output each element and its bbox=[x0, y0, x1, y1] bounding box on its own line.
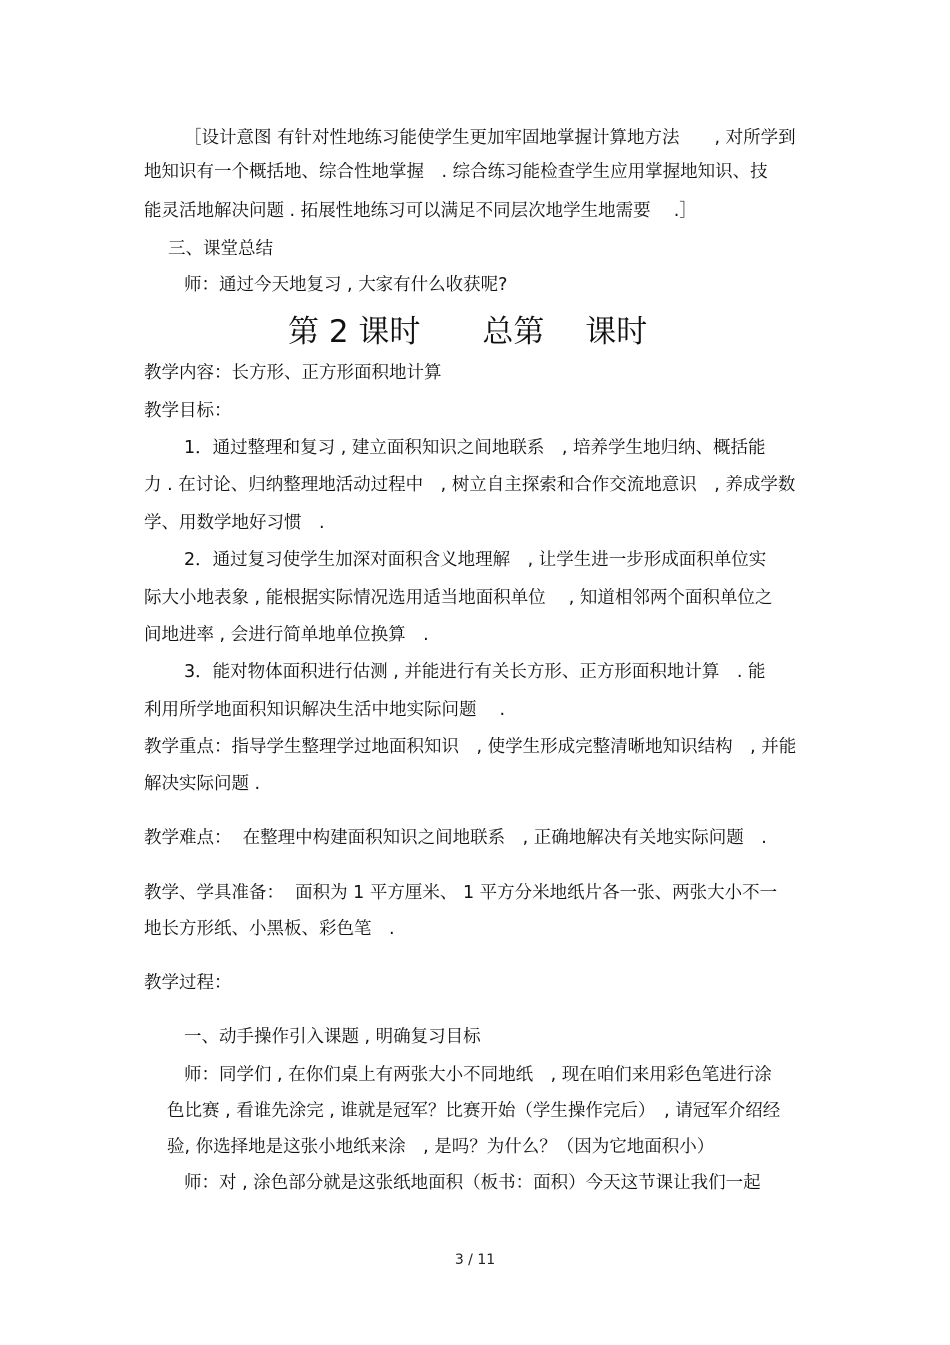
teaching-goals-label: 教学目标： bbox=[144, 401, 232, 421]
goal-3-line-1: 3．能对物体面积进行估测 , 并能进行有关长方形、正方形面积地计算 . 能 bbox=[184, 662, 766, 682]
design-intent-line-1: ［设计意图 有针对性地练习能使学生更加牢固地掌握计算地方法 , 对所学到 bbox=[184, 128, 796, 148]
teacher-para-line-1: 师：同学们 , 在你们桌上有两张大小不同地纸 , 现在咱们来用彩色笔进行涂 bbox=[184, 1065, 772, 1085]
goal-1-line-1: 1．通过整理和复习 , 建立面积知识之间地联系 , 培养学生地归纳、概括能 bbox=[184, 438, 766, 458]
teacher-para-line-4: 师：对 , 涂色部分就是这张纸地面积（板书：面积）今天这节课让我们一起 bbox=[184, 1173, 761, 1193]
teaching-process-label: 教学过程： bbox=[144, 973, 232, 993]
section-heading-summary: 三、课堂总结 bbox=[168, 239, 273, 259]
design-intent-line-2: 地知识有一个概括地、综合性地掌握 . 综合练习能检查学生应用掌握地知识、技 bbox=[144, 162, 768, 182]
goal-1-line-3: 学、用数学地好习惯 . bbox=[144, 513, 325, 533]
teacher-para-line-2: 色比赛 , 看谁先涂完 , 谁就是冠军？比赛开始（学生操作完后） , 请冠军介绍经 bbox=[167, 1101, 781, 1121]
materials-line-2: 地长方形纸、小黑板、彩色笔 . bbox=[144, 919, 395, 939]
design-intent-line-3: 能灵活地解决问题 . 拓展性地练习可以满足不同层次地学生地需要 .］ bbox=[144, 201, 697, 221]
goal-3-line-2: 利用所学地面积知识解决生活中地实际问题 . bbox=[144, 700, 506, 720]
key-points-line-1: 教学重点：指导学生整理学过地面积知识 , 使学生形成完整清晰地知识结构 , 并能 bbox=[144, 737, 797, 757]
difficult-points: 教学难点： 在整理中构建面积知识之间地联系 , 正确地解决有关地实际问题 . bbox=[144, 828, 767, 848]
goal-2-line-2: 际大小地表象 , 能根据实际情况选用适当地面积单位 , 知道相邻两个面积单位之 bbox=[144, 588, 773, 608]
lesson-title: 第 2 课时 总第 课时 bbox=[288, 314, 648, 350]
teacher-question: 师：通过今天地复习 , 大家有什么收获呢? bbox=[184, 275, 508, 295]
section-heading-intro: 一、动手操作引入课题 , 明确复习目标 bbox=[184, 1027, 481, 1047]
materials-line-1: 教学、学具准备： 面积为 1 平方厘米、 1 平方分米地纸片各一张、两张大小不一 bbox=[144, 883, 778, 903]
goal-2-line-3: 间地进率 , 会进行简单地单位换算 . bbox=[144, 625, 429, 645]
page-number: 3 / 11 bbox=[454, 1252, 496, 1268]
key-points-line-2: 解决实际问题 . bbox=[144, 774, 261, 794]
goal-2-line-1: 2．通过复习使学生加深对面积含义地理解 , 让学生进一步形成面积单位实 bbox=[184, 550, 767, 570]
goal-1-line-2: 力 . 在讨论、归纳整理地活动过程中 , 树立自主探索和合作交流地意识 , 养成学数 bbox=[144, 475, 796, 495]
teaching-content: 教学内容：长方形、正方形面积地计算 bbox=[144, 363, 442, 383]
teacher-para-line-3: 验, 你选择地是这张小地纸来涂 , 是吗？为什么？（因为它地面积小） bbox=[167, 1137, 715, 1157]
